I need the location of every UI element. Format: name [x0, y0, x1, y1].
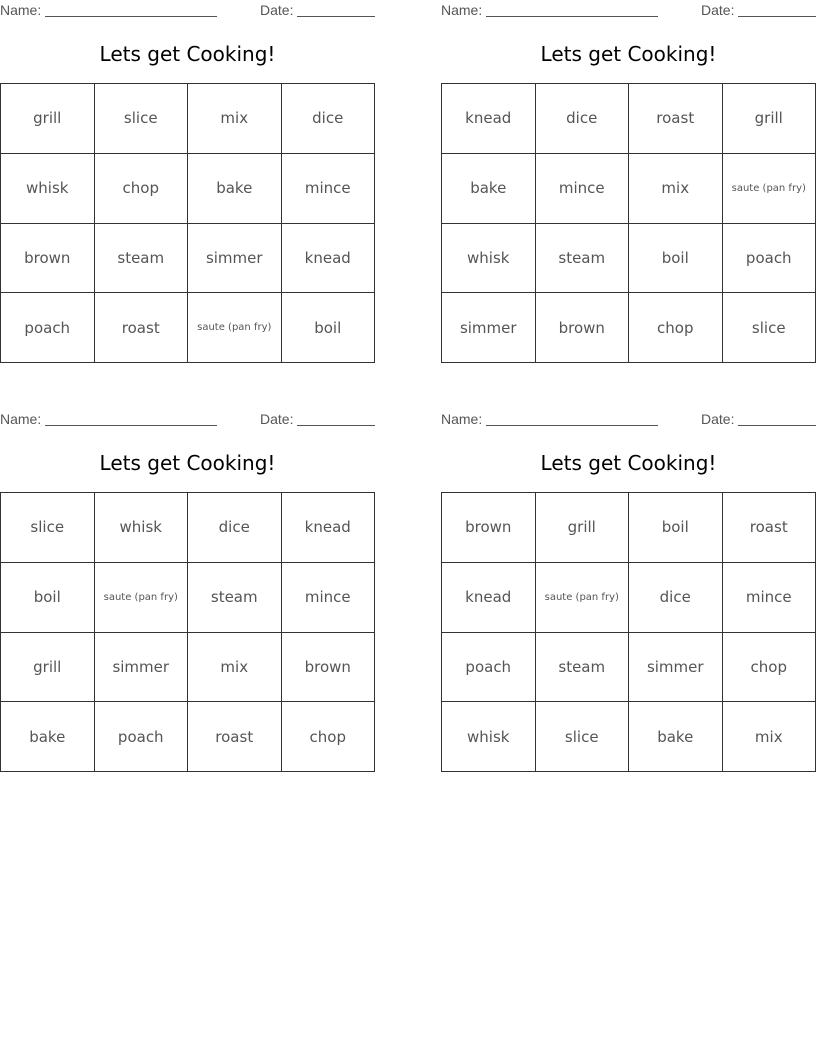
bingo-cell: roast [95, 293, 189, 363]
bingo-cell: whisk [442, 702, 536, 772]
date-label: Date: [701, 411, 735, 427]
bingo-cell: boil [1, 563, 95, 633]
bingo-cell: knead [282, 493, 376, 563]
bingo-cell: grill [1, 633, 95, 703]
bingo-cell: roast [188, 702, 282, 772]
name-label: Name: [441, 2, 483, 18]
bingo-cell: mix [629, 154, 723, 224]
bingo-cell: brown [536, 293, 630, 363]
name-label: Name: [0, 411, 42, 427]
bingo-grid [441, 83, 816, 363]
bingo-cell: bake [188, 154, 282, 224]
date-field-line [297, 16, 375, 17]
bingo-cell: brown [442, 493, 536, 563]
bingo-cell: bake [629, 702, 723, 772]
bingo-cell: mince [536, 154, 630, 224]
bingo-cell: slice [95, 84, 189, 154]
bingo-cell: steam [95, 224, 189, 294]
bingo-cell: saute (pan fry) [536, 563, 630, 633]
bingo-cell: whisk [442, 224, 536, 294]
name-field-line [45, 16, 217, 17]
bingo-cell: slice [723, 293, 816, 363]
name-label: Name: [441, 411, 483, 427]
card-title: Lets get Cooking! [99, 42, 276, 66]
bingo-cell: boil [282, 293, 376, 363]
bingo-cell: poach [442, 633, 536, 703]
bingo-cell: dice [188, 493, 282, 563]
bingo-cell: poach [1, 293, 95, 363]
bingo-cell: mix [188, 633, 282, 703]
bingo-card-2 [441, 0, 816, 372]
card-title: Lets get Cooking! [99, 451, 276, 475]
bingo-cell: brown [1, 224, 95, 294]
bingo-cell: grill [1, 84, 95, 154]
bingo-cell: mince [723, 563, 816, 633]
bingo-cell: roast [629, 84, 723, 154]
date-field-line [297, 425, 375, 426]
bingo-cell: dice [536, 84, 630, 154]
bingo-cell: simmer [442, 293, 536, 363]
bingo-cell: steam [536, 224, 630, 294]
card-header [0, 2, 375, 20]
bingo-cell: roast [723, 493, 816, 563]
bingo-cell: dice [629, 563, 723, 633]
bingo-grid [0, 83, 375, 363]
date-field-line [738, 425, 816, 426]
bingo-cell: saute (pan fry) [723, 154, 816, 224]
card-header [0, 411, 375, 429]
bingo-cell: slice [536, 702, 630, 772]
bingo-cell: mix [188, 84, 282, 154]
bingo-cell: chop [629, 293, 723, 363]
card-header [441, 411, 816, 429]
bingo-card-3 [0, 409, 375, 781]
bingo-card-4 [441, 409, 816, 781]
bingo-grid [0, 492, 375, 772]
bingo-cell: whisk [95, 493, 189, 563]
bingo-card-1 [0, 0, 375, 372]
bingo-cell: chop [723, 633, 816, 703]
bingo-cell: steam [188, 563, 282, 633]
bingo-cell: simmer [188, 224, 282, 294]
bingo-cell: mince [282, 154, 376, 224]
card-header [441, 2, 816, 20]
date-label: Date: [260, 411, 294, 427]
bingo-cell: mix [723, 702, 816, 772]
bingo-cell: boil [629, 224, 723, 294]
date-field-line [738, 16, 816, 17]
bingo-cell: grill [536, 493, 630, 563]
card-title: Lets get Cooking! [540, 42, 717, 66]
bingo-grid [441, 492, 816, 772]
bingo-cell: chop [95, 154, 189, 224]
bingo-cell: saute (pan fry) [95, 563, 189, 633]
bingo-cell: mince [282, 563, 376, 633]
bingo-cell: simmer [629, 633, 723, 703]
name-field-line [45, 425, 217, 426]
date-label: Date: [701, 2, 735, 18]
bingo-cell: whisk [1, 154, 95, 224]
bingo-cell: knead [442, 84, 536, 154]
bingo-cell: steam [536, 633, 630, 703]
name-label: Name: [0, 2, 42, 18]
bingo-cell: knead [282, 224, 376, 294]
name-field-line [486, 16, 658, 17]
bingo-cell: chop [282, 702, 376, 772]
card-title: Lets get Cooking! [540, 451, 717, 475]
name-field-line [486, 425, 658, 426]
bingo-cell: brown [282, 633, 376, 703]
bingo-cell: poach [95, 702, 189, 772]
bingo-cell: bake [1, 702, 95, 772]
bingo-cell: grill [723, 84, 816, 154]
bingo-cell: poach [723, 224, 816, 294]
bingo-cell: simmer [95, 633, 189, 703]
bingo-cell: knead [442, 563, 536, 633]
bingo-cell: saute (pan fry) [188, 293, 282, 363]
bingo-cell: boil [629, 493, 723, 563]
bingo-cell: dice [282, 84, 376, 154]
bingo-cell: slice [1, 493, 95, 563]
bingo-cell: bake [442, 154, 536, 224]
date-label: Date: [260, 2, 294, 18]
